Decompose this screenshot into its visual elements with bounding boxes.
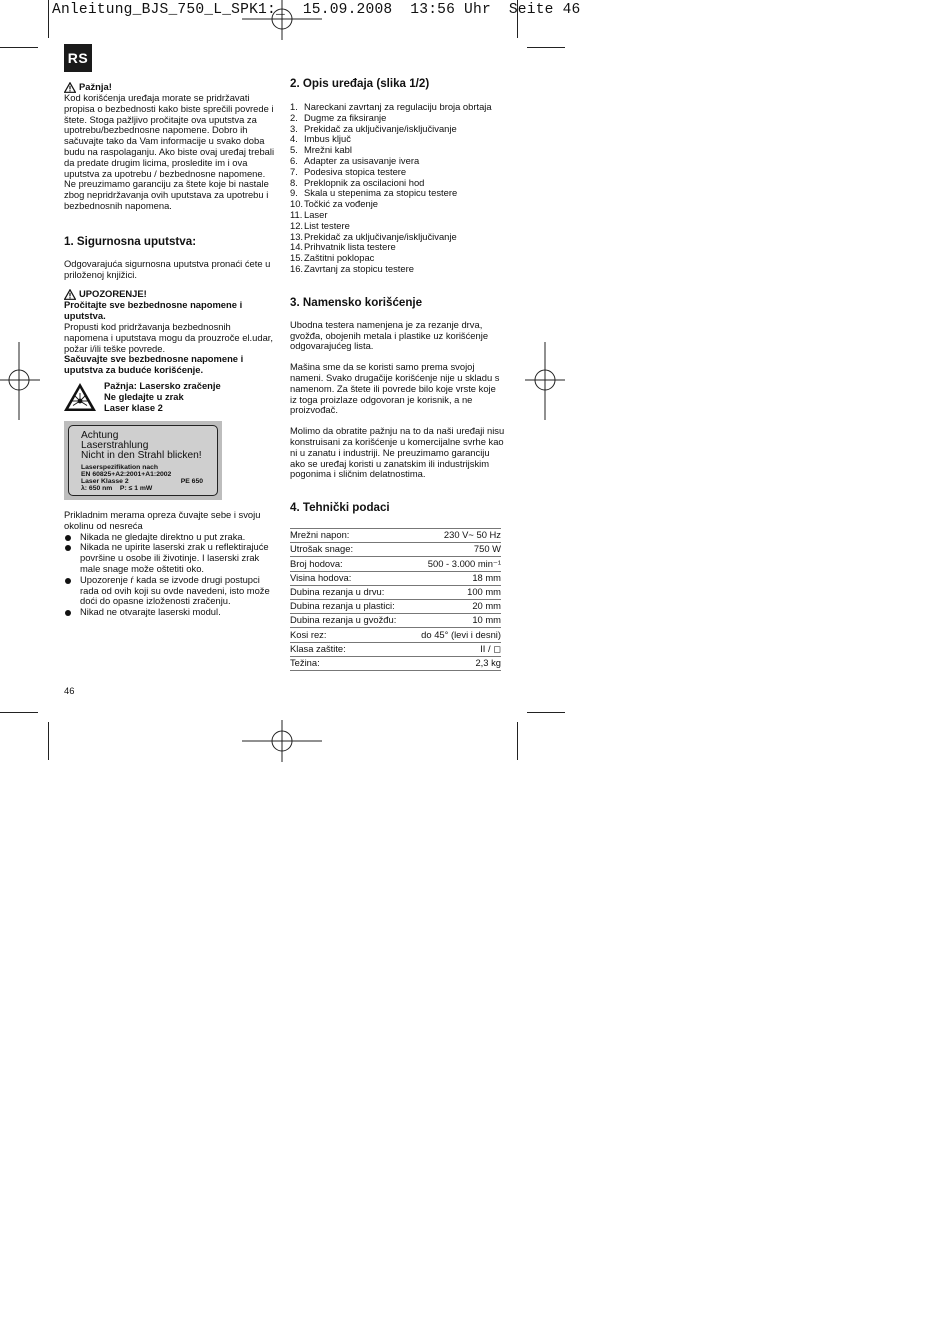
table-row — [290, 628, 501, 642]
laser-note — [104, 381, 264, 413]
label-spec: Laser Klasse 2 — [81, 478, 129, 486]
table-row — [290, 600, 501, 614]
registration-mark-bottom — [242, 720, 322, 762]
language-badge: RS — [64, 44, 92, 72]
laser-label-text — [81, 431, 203, 492]
item-number: 3. — [290, 122, 298, 134]
laser-note-line: Laser klase 2 — [104, 401, 163, 413]
item-number: 13. — [290, 230, 304, 242]
table-cell-value: 2,3 kg — [411, 656, 502, 670]
attention-text: Kod korišćenja uređaja morate se pridržavati propisa o bezbednosti kako biste sprečili povrede i štete. Stoga pažljivo pročitajte ova uputstva za upotrebu/bezbednosne napomene. Dobro ih sačuvajte tako da Vam informacije u svako doba budu na raspolaganju. Ako biste ovaj uređaj trebali da predate drugim licima, prosledite im i ova uputstva za upotrebu / bezbednosne napomene. Ne preuzimamo garanciju za štete koje bi nastale zbog nepridržavanja ovih uputstava za upotrebu i bezbednosnih napomena. — [64, 92, 275, 211]
crop-mark — [0, 47, 38, 48]
table-cell-label: Dubina rezanja u drvu: — [290, 585, 411, 599]
item-text: Adapter za usisavanje ivera — [304, 154, 420, 166]
laser-warning-label — [64, 421, 222, 500]
table-row — [290, 571, 501, 585]
table-row — [290, 529, 501, 543]
item-number: 1. — [290, 101, 298, 112]
item-number: 4. — [290, 133, 298, 145]
warning-keep-instructions: Sačuvajte sve bezbednosne napomene i uputstva za buduće korišćenje. — [64, 353, 244, 376]
table-cell-label: Dubina rezanja u plastici: — [290, 600, 411, 614]
list-item — [290, 264, 505, 275]
table-cell-value: 100 mm — [411, 585, 502, 599]
right-column — [290, 77, 505, 671]
item-number: 7. — [290, 165, 298, 177]
table-cell-value: 18 mm — [411, 571, 502, 585]
warning-text: Propusti kod pridržavanja bezbednosnih napomena i uputstava mogu da prouzroče el.udar, požar i/ili teške povrede. — [64, 320, 273, 354]
item-number: 10. — [290, 198, 304, 210]
crop-mark — [527, 712, 565, 713]
section3-heading: 3. Namensko korišćenje — [290, 295, 423, 309]
warning-read-instructions: Pročitajte sve bezbednosne napomene i uputstva. — [64, 299, 243, 322]
list-item — [290, 113, 505, 124]
section1-heading: 1. Sigurnosna uputstva: — [64, 234, 197, 248]
laser-label-plate — [68, 425, 218, 496]
print-slug: Anleitung_BJS_750_L_SPK1:_ 15.09.2008 13:56 Uhr Seite 46 — [52, 2, 581, 18]
section1-intro: Odgovarajuća sigurnosna uputstva pronaći ćete u priloženoj knjižici. — [64, 257, 271, 280]
item-text: Zavrtanj za stopicu testere — [304, 262, 414, 274]
intended-use-paragraph: Ubodna testera namenjena je za rezanje drva, gvožđa, obojenih metala i plastike uz korišćenje odgovarajućeg lista. — [290, 318, 489, 352]
label-spec: PE 650 — [180, 478, 203, 486]
table-cell-label: Visina hodova: — [290, 571, 411, 585]
item-number: 8. — [290, 176, 298, 188]
list-item — [290, 221, 505, 232]
table-cell-label: Težina: — [290, 656, 411, 670]
crop-mark — [48, 0, 49, 38]
item-number: 15. — [290, 252, 304, 264]
table-cell-value: 500 - 3.000 min⁻¹ — [411, 557, 502, 571]
crop-mark — [0, 712, 38, 713]
label-line: Nicht in den Strahl blicken! — [81, 450, 202, 462]
page-number: 46 — [64, 685, 75, 696]
label-spec: EN 60825+A2:2001+A1:2002 — [81, 470, 172, 478]
item-number: 11. — [290, 208, 303, 220]
item-text: Zaštitni poklopac — [304, 252, 375, 264]
item-text: List testere — [304, 219, 350, 231]
list-item: Nikada ne gledajte direktno u put zraka. — [64, 532, 276, 543]
table-cell-value: do 45° (levi i desni) — [411, 628, 502, 642]
parts-list — [290, 102, 505, 275]
label-spec: Laserspezifikation nach — [81, 463, 159, 471]
list-item: Nikad ne otvarajte laserski modul. — [64, 607, 276, 618]
item-number: 5. — [290, 144, 298, 156]
item-number: 14. — [290, 241, 304, 253]
crop-mark — [48, 722, 49, 760]
crop-mark — [527, 47, 565, 48]
left-column — [64, 82, 276, 376]
attention-title: Pažnja! — [79, 81, 112, 93]
table-cell-label: Utrošak snage: — [290, 543, 411, 557]
precautions-intro: Prikladnim merama opreza čuvajte sebe i svoju okolinu od nesreća — [64, 509, 261, 531]
item-text: Mrežni kabl — [304, 144, 352, 156]
item-number: 9. — [290, 187, 298, 199]
table-row — [290, 557, 501, 571]
intended-use-paragraph: Mašina sme da se koristi samo prema svojoj nameni. Svako drugačije korišćenje nije u skladu s namenom. Za štete ili povrede bilo koje vrste koje iz toga proizlaze odgovoran je korisnik, a ne proizvođač. — [290, 361, 500, 416]
table-cell-label: Klasa zaštite: — [290, 642, 411, 656]
item-text: Prihvatnik lista testere — [304, 241, 396, 253]
table-row — [290, 656, 501, 670]
table-cell-value: 20 mm — [411, 600, 502, 614]
label-spec: λ: 650 nm P: ≤ 1 mW — [81, 485, 153, 493]
item-text: Točkić za vođenje — [304, 198, 378, 210]
table-row — [290, 543, 501, 557]
item-number: 16. — [290, 262, 304, 274]
registration-mark-left — [0, 342, 40, 420]
table-cell-value: II / ◻ — [411, 642, 502, 656]
table-cell-label: Kosi rez: — [290, 628, 411, 642]
table-row — [290, 585, 501, 599]
laser-note-line: Pažnja: Lasersko zračenje — [104, 380, 221, 391]
table-cell-value: 10 mm — [411, 614, 502, 628]
list-item: Nikada ne upirite laserski zrak u reflektirajuće površine u osobe ili životinje. I laserski zrak male snage može oštetiti oko. — [64, 542, 276, 574]
table-cell-label: Broj hodova: — [290, 557, 411, 571]
warning-title: UPOZORENJE! — [79, 288, 147, 300]
item-number: 6. — [290, 154, 298, 166]
list-item — [290, 167, 505, 178]
section2-heading: 2. Opis uređaja (slika 1/2) — [290, 77, 430, 90]
item-text: Prekidač za uključivanje/isključivanje — [304, 122, 457, 134]
table-cell-value: 230 V~ 50 Hz — [411, 529, 502, 543]
section4-heading: 4. Tehnički podaci — [290, 501, 390, 515]
table-cell-label: Mrežni napon: — [290, 529, 411, 543]
table-row — [290, 642, 501, 656]
item-text: Preklopnik za oscilacioni hod — [304, 176, 425, 188]
registration-mark-right — [525, 342, 565, 420]
table-cell-label: Dubina rezanja u gvožđu: — [290, 614, 411, 628]
crop-mark — [517, 722, 518, 760]
label-line: Laserstrahlung — [81, 440, 149, 452]
item-number: 2. — [290, 111, 298, 123]
label-line: Achtung — [81, 430, 119, 441]
item-text: Podesiva stopica testere — [304, 165, 407, 177]
technical-data-table — [290, 528, 501, 671]
item-text: Skala u stepenima za stopicu testere — [304, 187, 458, 199]
list-item: Upozorenje ŕ kada se izvode drugi postupci rada od ovih koji su ovde navedeni, isto može doći do opasne izloženosti zračenju. — [64, 575, 276, 607]
table-row — [290, 614, 501, 628]
item-number: 12. — [290, 219, 304, 231]
item-text: Imbus ključ — [304, 133, 351, 145]
table-cell-value: 750 W — [411, 543, 502, 557]
item-text: Nareckani zavrtanj za regulaciju broja obrtaja — [304, 101, 492, 112]
precautions — [64, 510, 276, 618]
laser-hazard-icon — [63, 382, 97, 412]
intended-use-paragraph: Molimo da obratite pažnju na to da naši uređaji nisu konstruisani za korišćenje u komercijalne svrhe kao ni u zanatu i industriji. Ne preuzimamo garanciju ako se uređaj koristi u zanatskim ili industrijskim pogonima i sličnim delatnostima. — [290, 425, 505, 480]
precautions-list — [64, 532, 276, 618]
laser-note-line: Ne gledajte u zrak — [104, 390, 184, 402]
item-text: Prekidač za uključivanje/isključivanje — [304, 230, 457, 242]
item-text: Laser — [304, 208, 328, 220]
item-text: Dugme za fiksiranje — [304, 111, 387, 123]
